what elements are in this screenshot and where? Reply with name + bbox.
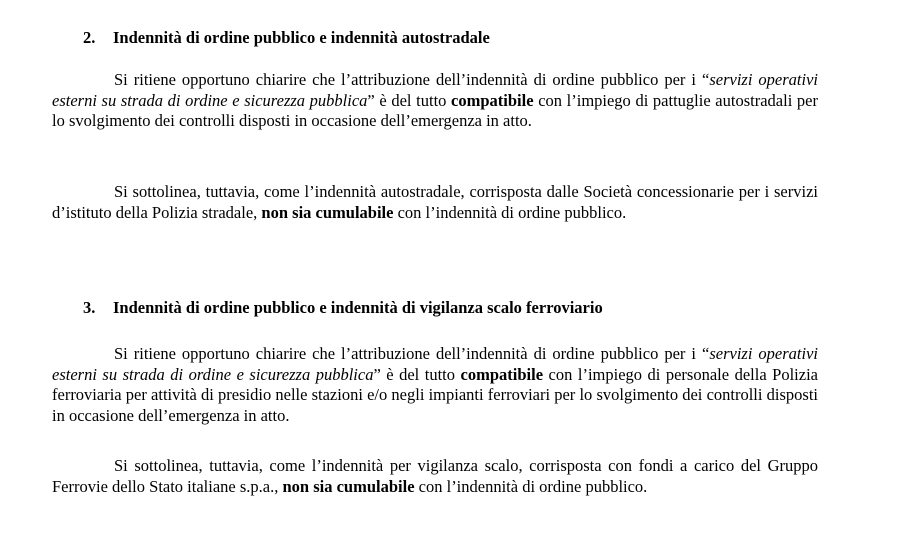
section-3-title: Indennità di ordine pubblico e indennità di vigilanza scalo ferroviario [113, 298, 603, 317]
section-2-paragraph-2: Si sottolinea, tuttavia, come l’indennità autostradale, corrisposta dalle Società concessionarie per i servizi d’istituto della Polizia stradale, non sia cumulabile con l’indennità di ordine pubblico. [52, 182, 818, 222]
bold-non-cumulabile: non sia cumulabile [261, 202, 394, 222]
section-3-number: 3. [83, 298, 96, 317]
bold-non-cumulabile: non sia cumulabile [282, 476, 415, 496]
section-2-paragraph-1: Si ritiene opportuno chiarire che l’attribuzione dell’indennità di ordine pubblico per i “servizi operativi esterni su strada di ordine e sicurezza pubblica” è del tutto compatibile con l’impiego di pattuglie autostradali per lo svolgimento dei controlli disposti in occasione dell’emergenza in atto. [52, 70, 819, 131]
section-3-heading [83, 298, 603, 319]
bold-compatibile: compatibile [460, 364, 544, 384]
section-3-paragraph-2: Si sottolinea, tuttavia, come l’indennità per vigilanza scalo, corrisposta con fondi a carico del Gruppo Ferrovie dello Stato italiane s.p.a., non sia cumulabile con l’indennità di ordine pubblico. [52, 456, 818, 496]
italic-quote: servizi operativi esterni su strada di ordine e sicurezza pubblica [52, 344, 819, 384]
bold-compatibile: compatibile [451, 90, 534, 110]
italic-quote: servizi operativi esterni su strada di ordine e sicurezza pubblica [52, 70, 819, 110]
section-3-paragraph-1: Si ritiene opportuno chiarire che l’attribuzione dell’indennità di ordine pubblico per i “servizi operativi esterni su strada di ordine e sicurezza pubblica” è del tutto compatibile con l’impiego di personale della Polizia ferroviaria per attività di presidio nelle stazioni e/o negli impianti ferroviari per lo svolgimento dei controlli disposti in occasione dell’emergenza in atto. [52, 344, 819, 425]
section-2-number: 2. [83, 28, 96, 47]
section-2-title: Indennità di ordine pubblico e indennità autostradale [113, 28, 490, 47]
section-2-heading [83, 28, 490, 49]
